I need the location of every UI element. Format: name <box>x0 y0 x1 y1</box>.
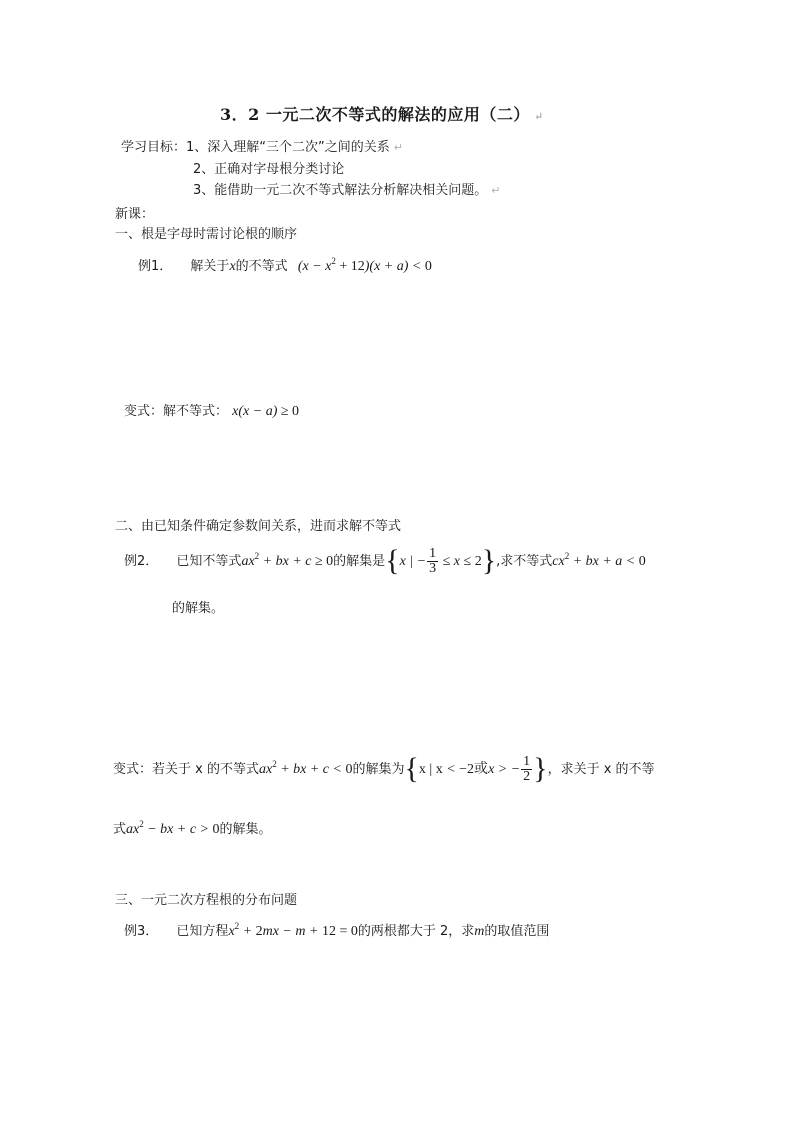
example1-text2: 的不等式 <box>235 259 288 274</box>
goal-item-3: 3、能借助一元二次不等式解法分析解决相关问题。 <box>193 183 488 198</box>
example2 <box>124 544 646 578</box>
section1-heading: 一、根是字母时需讨论根的顺序 <box>115 227 298 242</box>
example3-formula: $x^2 + 2mx - m + 12 = 0$ <box>228 921 358 939</box>
new-lesson-label: 新课： <box>115 207 155 222</box>
return-mark-icon: ↵ <box>533 110 544 123</box>
example3-text2: 的两根都大于 2，求 <box>357 924 475 939</box>
variant2 <box>113 752 655 786</box>
example1 <box>138 255 432 275</box>
return-mark-icon: ↵ <box>393 141 403 154</box>
variant1-label: 变式：解不等式： <box>124 404 229 419</box>
return-mark-icon: ↵ <box>491 184 501 197</box>
goal-item <box>193 158 344 177</box>
variant2-solution-set: {x | x < −2或x > − $\frac{1}{2}$ } <box>404 752 548 785</box>
variant1 <box>124 400 299 420</box>
variant2-text: 变式：若关于 x 的不等式 <box>113 762 259 777</box>
variant2-formula-a: $ax^2$ + bx + c < 0 <box>258 759 353 777</box>
example1-formula: $(x - x^2 + 12)(x + a) < 0$ <box>297 256 432 274</box>
example2-text2: 的解集是 <box>333 554 386 569</box>
variant2-text2: 的解集为 <box>352 762 405 777</box>
example2-text: 已知不等式 <box>176 554 242 569</box>
page-title <box>220 102 544 125</box>
goals-block <box>121 136 403 155</box>
example2-text3: ,求不等式 <box>496 554 553 569</box>
example3-label: 例3． <box>124 924 159 939</box>
variant2-formula-b: $ax^2$ − bx + c > 0 <box>126 819 220 837</box>
example2-text4: 的解集。 <box>172 601 225 616</box>
section2-heading: 二、由已知条件确定参数间关系，进而求解不等式 <box>115 519 402 534</box>
section3-heading: 三、一元二次方程根的分布问题 <box>115 893 298 908</box>
example3 <box>124 920 549 940</box>
variant1-formula: x(x − a) ≥ 0 <box>232 404 300 419</box>
example3-text3: 的取值范围 <box>484 924 550 939</box>
example1-label: 例1． <box>138 259 173 274</box>
example3-text: 已知方程 <box>176 924 229 939</box>
example1-text: 解关于 <box>190 259 230 274</box>
example2-solution-set: {x | − $\frac{1}{3}$ ≤ x ≤ 2} <box>385 544 497 577</box>
example3-var: m <box>474 924 485 939</box>
goal-item-2: 2、正确对字母根分类讨论 <box>193 162 345 177</box>
goal-item <box>193 179 501 198</box>
goals-label: 学习目标： <box>121 140 187 155</box>
page-title-text: 3．2 一元二次不等式的解法的应用（二） <box>220 105 530 124</box>
example1-var: x <box>229 259 236 274</box>
example2-formula-a: $ax^2$ + bx + c ≥ 0 <box>241 551 334 569</box>
variant2-text4: 式 <box>113 822 127 837</box>
example2-formula-b: $cx^2$ + bx + a < 0 <box>552 551 646 569</box>
example2-label: 例2． <box>124 554 159 569</box>
variant2-text3: ，求关于 x 的不等 <box>547 762 655 777</box>
goal-item-1: 1、深入理解“三个二次”之间的关系 <box>186 140 390 155</box>
variant2-text5: 的解集。 <box>219 822 272 837</box>
variant2-line2 <box>113 818 272 838</box>
